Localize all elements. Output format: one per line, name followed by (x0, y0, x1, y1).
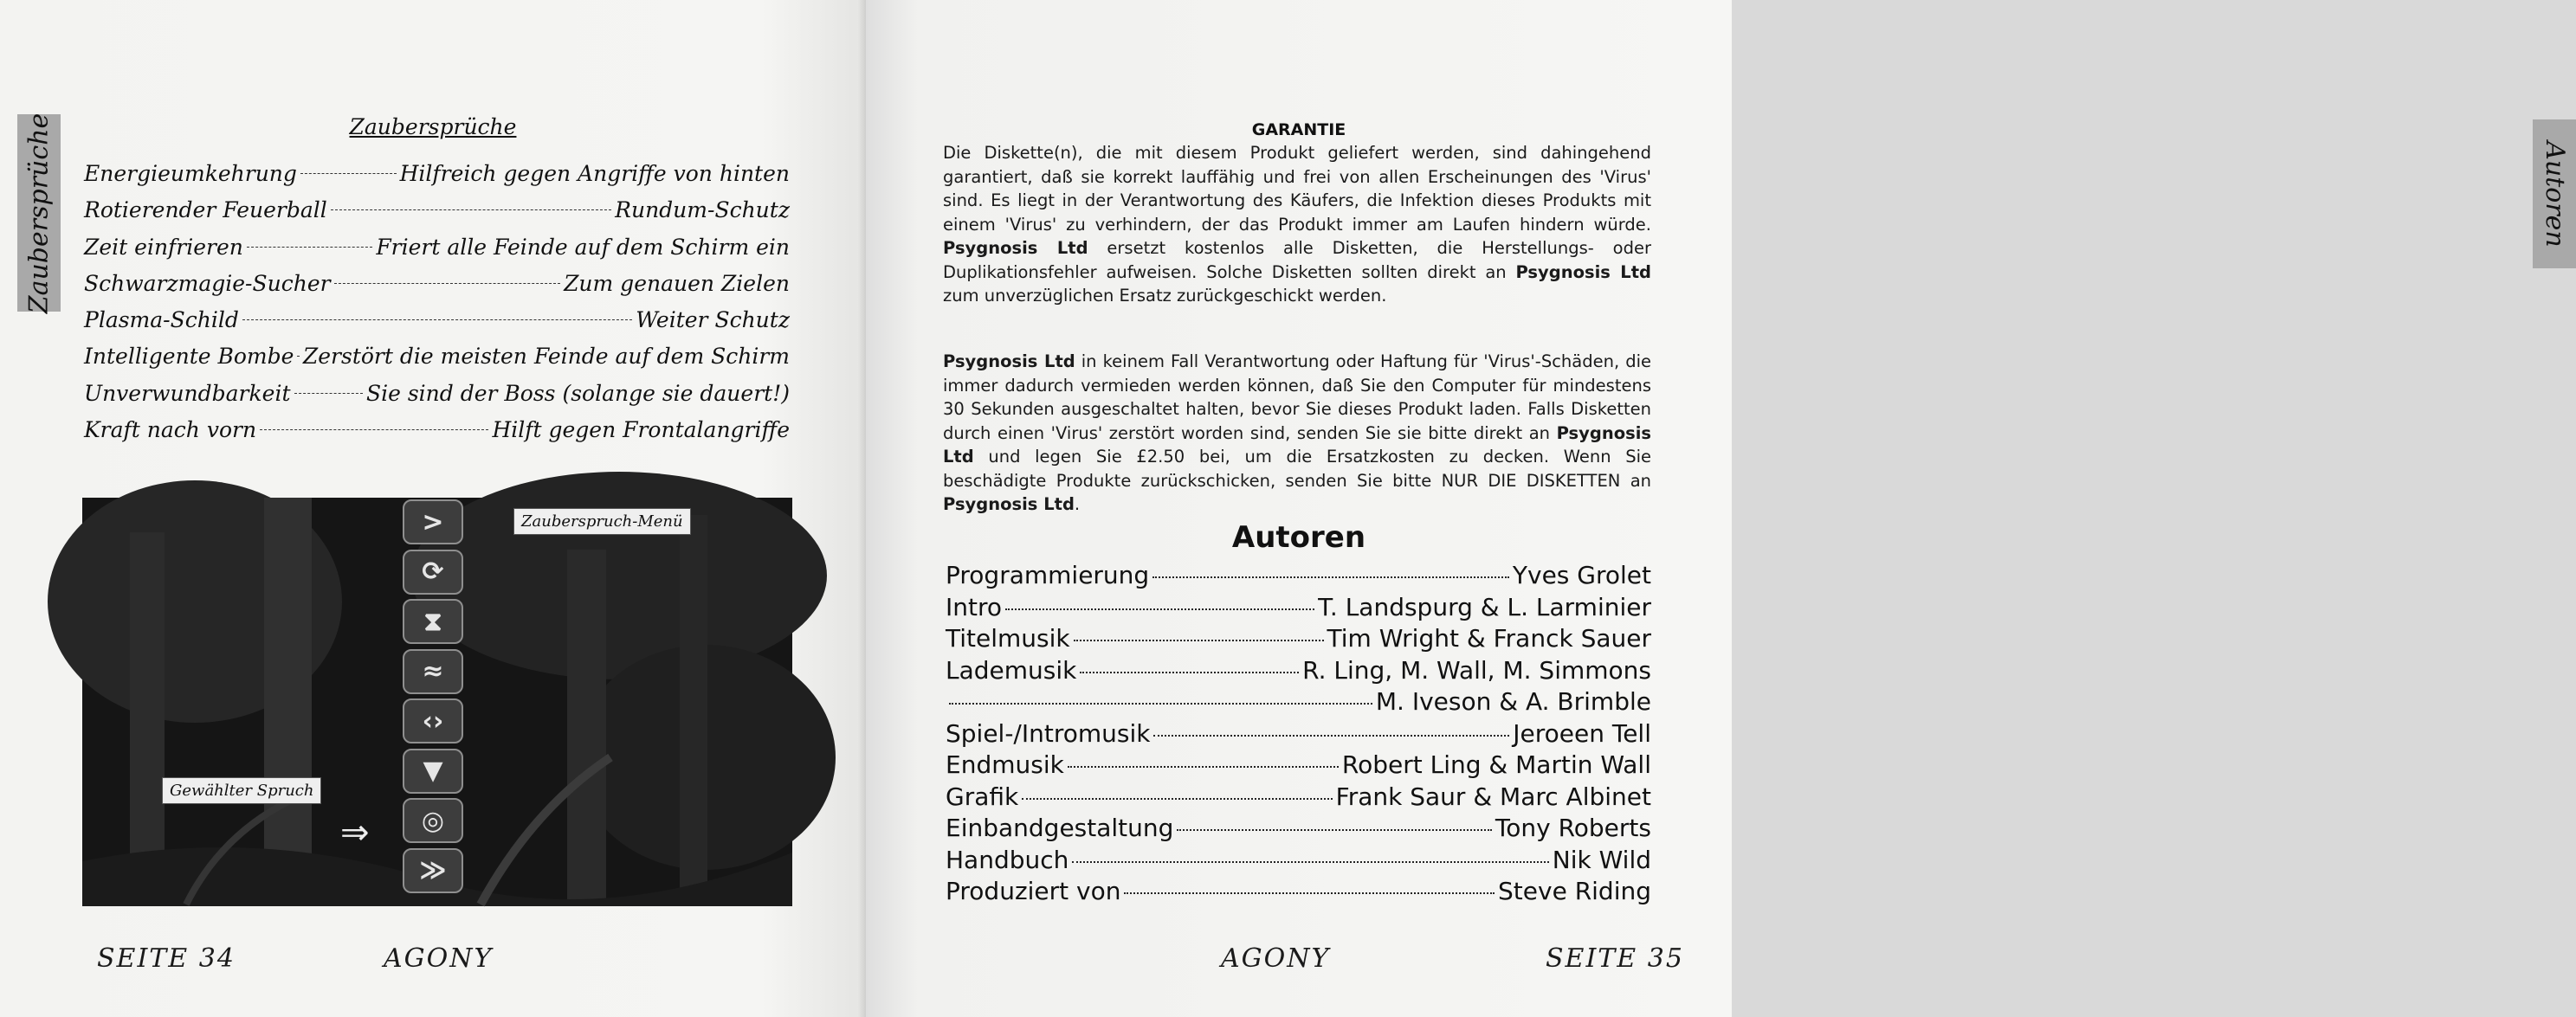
credit-name: Tim Wright & Franck Sauer (1327, 624, 1651, 653)
rotate-icon[interactable]: ⟳ (403, 550, 463, 595)
credit-role: Intro (946, 592, 1003, 621)
credit-row (946, 593, 1651, 625)
hourglass-icon[interactable]: ⧗ (403, 599, 463, 644)
spell-row (84, 381, 790, 417)
spell-row (84, 271, 790, 307)
warranty-paragraph-2 (943, 350, 1651, 517)
text: in keinem Fall Verantwortung oder Haftung für 'Virus'-Schäden, die immer dadurch vermieden werden können, daß Sie den Computer für mindestens 30 Sekunden ausgeschaltet halten, bevor Sie dieses Produkt laden. Falls Disketten durch einen 'Virus' zerstört worden sind, senden Sie sie bitte direkt an (943, 351, 1651, 443)
leader-dots (1005, 608, 1314, 610)
text: . (1074, 494, 1081, 514)
leader-dots (1074, 640, 1324, 641)
credit-role: Endmusik (946, 750, 1064, 779)
credit-name: Yves Grolet (1512, 561, 1651, 589)
section-tab-label: Zaubersprüche (23, 113, 55, 313)
leader-dots (294, 393, 363, 394)
spell-name: Rotierender Feuerball (84, 197, 327, 223)
spell-row (84, 344, 790, 380)
spell-row (84, 161, 790, 197)
credit-role: Programmierung (946, 561, 1150, 589)
spell-menu-callout: Zauberspruch-Menü (513, 508, 691, 535)
spell-effect: Hilfreich gegen Angriffe von hinten (399, 161, 790, 186)
credit-row (946, 624, 1651, 656)
text: und legen Sie £2.50 bei, um die Ersatzkosten zu decken. Wenn Sie beschädigte Produkte zurückschicken, senden Sie bitte NUR DIE DISKETTEN an (943, 447, 1651, 491)
company-name: Psygnosis Ltd (943, 494, 1075, 514)
credit-row (946, 814, 1651, 846)
credit-name: Tony Roberts (1495, 814, 1651, 842)
leader-dots (297, 356, 299, 357)
credit-row (946, 561, 1651, 593)
credit-name: Jeroeen Tell (1513, 718, 1651, 748)
spell-name: Unverwundbarkeit (84, 380, 291, 406)
text: Die Diskette(n), die mit diesem Produkt geliefert werden, sind dahingehend garantiert, daß sie korrekt lauffähig und frei von allen Erscheinungen des 'Virus' sind. Es liegt in der Verantwortung des Käufers, die Infektion dieses Produkts mit einem 'Virus' zu verhindern, der das Produkt immer am Laufen hindern würde. (943, 143, 1651, 235)
credit-role: Spiel-/Intromusik (946, 718, 1151, 748)
spell-list (84, 161, 790, 454)
leader-dots (300, 173, 397, 174)
company-name: Psygnosis Ltd (943, 351, 1075, 371)
warranty-heading: GARANTIE (1251, 120, 1346, 139)
left-page (0, 0, 866, 1017)
credit-row (946, 846, 1651, 878)
page-number: SEITE 34 (97, 943, 236, 974)
spell-name: Energieumkehrung (84, 161, 297, 186)
spell-effect: Zum genauen Zielen (564, 270, 790, 296)
selected-spell-callout: Gewählter Spruch (162, 777, 321, 804)
spell-effect: Rundum-Schutz (615, 197, 790, 223)
spell-effect: Sie sind der Boss (solange sie dauert!) (365, 380, 790, 406)
page-number: SEITE 35 (1546, 943, 1684, 974)
credits-list (946, 561, 1651, 909)
credits-heading: Autoren (1231, 520, 1366, 555)
leader-dots (1068, 766, 1339, 768)
leader-dots (247, 247, 372, 248)
credit-name: Robert Ling & Martin Wall (1341, 750, 1651, 779)
leader-dots (1022, 798, 1332, 800)
leader-dots (242, 319, 632, 320)
credit-row (946, 656, 1651, 688)
leader-dots (331, 209, 611, 210)
spell-menu (403, 499, 468, 898)
company-name: Psygnosis Ltd (1515, 261, 1651, 282)
credit-name: M. Iveson & A. Brimble (1375, 687, 1651, 716)
spell-effect: Zerstört die meisten Feinde auf dem Schirm (302, 344, 790, 370)
spell-name: Schwarzmagie-Sucher (84, 270, 331, 296)
credit-row (946, 877, 1651, 909)
credit-name: R. Ling, M. Wall, M. Simmons (1302, 655, 1651, 685)
lightning-icon[interactable]: ≈ (403, 649, 463, 694)
spells-heading: Zaubersprüche (349, 114, 517, 139)
game-title: AGONY (1221, 943, 1331, 974)
arrow-icon[interactable]: > (403, 499, 463, 544)
leader-dots (949, 703, 1372, 705)
spell-row (84, 235, 790, 271)
spell-name: Intelligente Bombe (84, 344, 294, 370)
credit-name: T. Landspurg & L. Larminier (1318, 592, 1651, 621)
credit-role: Titelmusik (946, 624, 1070, 653)
leader-dots (1080, 672, 1299, 673)
eye-icon[interactable]: ◎ (403, 798, 463, 843)
pointer-arrow-icon: ⇒ (340, 813, 370, 853)
section-tab-spells (17, 114, 61, 312)
spell-row (84, 197, 790, 234)
text: ersetzt kostenlos alle Disketten, die Herstellungs- oder Duplikationsfehler aufweisen. Solche Disketten sollten direkt an (943, 238, 1651, 282)
leader-dots (260, 429, 488, 430)
leader-dots (1177, 829, 1491, 831)
credit-row (946, 782, 1651, 814)
spell-name: Zeit einfrieren (84, 234, 243, 260)
spell-effect: Weiter Schutz (636, 307, 790, 333)
section-tab-label: Autoren (2539, 140, 2570, 248)
credit-name: Frank Saur & Marc Albinet (1335, 782, 1651, 811)
credit-role: Einbandgestaltung (946, 814, 1174, 842)
text: zum unverzüglichen Ersatz zurückgeschickt werden. (943, 286, 1387, 306)
credit-role: Lademusik (946, 655, 1077, 685)
game-title: AGONY (384, 943, 494, 974)
credit-row (946, 687, 1651, 719)
spell-name: Plasma-Schild (84, 307, 239, 333)
credit-row (946, 750, 1651, 782)
credit-name: Nik Wild (1552, 845, 1651, 874)
game-screenshot (82, 498, 792, 906)
leader-dots (1152, 576, 1509, 578)
leader-dots (334, 283, 560, 284)
leader-dots (1153, 735, 1509, 737)
spell-name: Kraft nach vorn (84, 417, 257, 443)
forward-icon[interactable]: ≫ (403, 848, 463, 893)
bomb-icon[interactable]: ▼ (403, 749, 463, 794)
credit-row (946, 719, 1651, 751)
credit-name: Steve Riding (1498, 877, 1651, 905)
spell-row (84, 417, 790, 454)
section-tab-authors (2533, 119, 2576, 268)
warranty-paragraph-1 (943, 141, 1651, 308)
credit-role: Produziert von (946, 877, 1121, 905)
spell-effect: Hilft gegen Frontalangriffe (492, 417, 790, 443)
spell-effect: Friert alle Feinde auf dem Schirm ein (376, 234, 790, 260)
company-name: Psygnosis Ltd (943, 422, 1651, 467)
leader-dots (1124, 892, 1495, 894)
credit-role: Handbuch (946, 845, 1069, 874)
spell-row (84, 307, 790, 344)
company-name: Psygnosis Ltd (943, 238, 1088, 258)
credit-role: Grafik (946, 782, 1019, 811)
shield-icon[interactable]: ‹› (403, 698, 463, 743)
leader-dots (1072, 861, 1548, 863)
